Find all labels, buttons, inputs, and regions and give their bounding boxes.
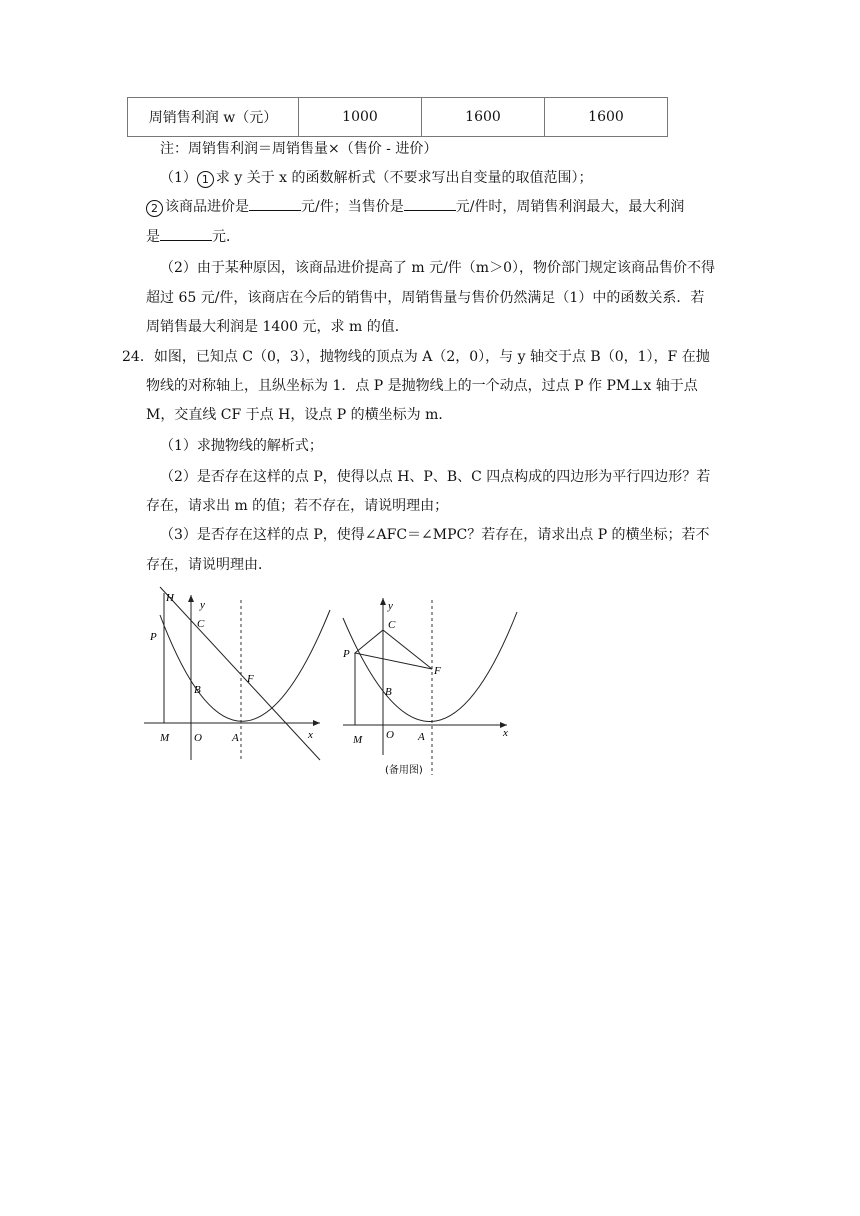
label-a: A — [232, 732, 239, 744]
label-x: x — [308, 729, 313, 741]
table-cell: 1600 — [545, 98, 668, 137]
label-m: M — [160, 732, 170, 744]
figure-1 — [140, 585, 340, 765]
part-text: 该商品进价是 — [165, 199, 249, 215]
label-h: H — [166, 592, 174, 604]
label-c: C — [197, 618, 205, 630]
circled-number: 2 — [146, 200, 163, 217]
q23-part1b — [146, 197, 684, 217]
q24-line1: 24．如图，已知点 C（0，3），抛物线的顶点为 A（2，0），与 y 轴交于点 B（0，1），F 在抛 — [122, 349, 710, 365]
part-text: 元/件；当售价是 — [301, 199, 404, 215]
y-axis-arrow — [188, 595, 194, 602]
label-a: A — [418, 731, 425, 743]
answer-blank[interactable] — [249, 198, 301, 211]
label-y: y — [200, 599, 205, 611]
q24-sub2-line1: （2）是否存在这样的点 P，使得以点 H、P、B、C 四点构成的四边形为平行四边形？若 — [160, 469, 711, 485]
table-cell: 1000 — [299, 98, 422, 137]
q23-part1 — [160, 168, 593, 188]
label-o: O — [194, 732, 202, 744]
y-axis-arrow — [380, 598, 386, 605]
part-text: 元． — [212, 229, 240, 245]
note-text: 注：周销售利润＝周销售量×（售价 - 进价） — [160, 141, 438, 157]
profit-table — [127, 97, 668, 137]
q24-line2: 物线的对称轴上，且纵坐标为 1．点 P 是抛物线上的一个动点，过点 P 作 PM⊥x 轴于点 — [146, 378, 698, 394]
table-cell: 1600 — [422, 98, 545, 137]
label-m: M — [353, 734, 363, 746]
q24-sub2-line2: 存在，请求出 m 的值；若不存在，请说明理由； — [146, 498, 449, 514]
label-p: P — [150, 631, 157, 643]
figure-2 — [335, 590, 525, 780]
label-f: F — [247, 673, 254, 685]
label-p: P — [343, 648, 350, 660]
answer-blank[interactable] — [404, 198, 456, 211]
parabola — [343, 612, 517, 722]
label-x: x — [503, 727, 508, 739]
part-text: 元/件时，周销售利润最大，最大利润 — [455, 199, 685, 215]
figure-caption: (备用图) — [385, 765, 423, 776]
q23-part1b-cont — [146, 227, 240, 247]
triangle-pcf — [355, 630, 432, 669]
label-f: F — [434, 665, 441, 677]
x-axis-arrow — [313, 720, 320, 726]
q24-sub3-line1: （3）是否存在这样的点 P，使得∠AFC＝∠MPC？若存在，请求出点 P 的横坐标；若不 — [160, 527, 710, 543]
circled-number: 1 — [197, 171, 214, 188]
part-number: （1） — [160, 170, 197, 186]
label-c: C — [388, 619, 396, 631]
label-y: y — [388, 600, 393, 612]
parabola — [160, 610, 330, 721]
table-header-cell: 周销售利润 w（元） — [128, 98, 299, 137]
q24-sub3-line2: 存在，请说明理由． — [146, 557, 272, 573]
part-text: 求 y 关于 x 的函数解析式（不要求写出自变量的取值范围）； — [215, 170, 593, 186]
answer-blank[interactable] — [160, 228, 212, 241]
q23-part2-line1: （2）由于某种原因，该商品进价提高了 m 元/件（m＞0），物价部门规定该商品售价不得 — [160, 260, 715, 276]
label-b: B — [194, 684, 201, 696]
line-cf — [160, 587, 320, 760]
table-row — [128, 98, 668, 137]
q23-part2-line3: 周销售最大利润是 1400 元，求 m 的值． — [146, 319, 409, 335]
label-b: B — [385, 686, 392, 698]
q24-sub1: （1）求抛物线的解析式； — [160, 438, 323, 454]
label-o: O — [386, 729, 394, 741]
part-text: 是 — [146, 229, 160, 245]
q23-part2-line2: 超过 65 元/件，该商店在今后的销售中，周销售量与售价仍然满足（1）中的函数关系．若 — [146, 290, 705, 306]
q24-line3: M，交直线 CF 于点 H，设点 P 的横坐标为 m． — [146, 407, 453, 423]
